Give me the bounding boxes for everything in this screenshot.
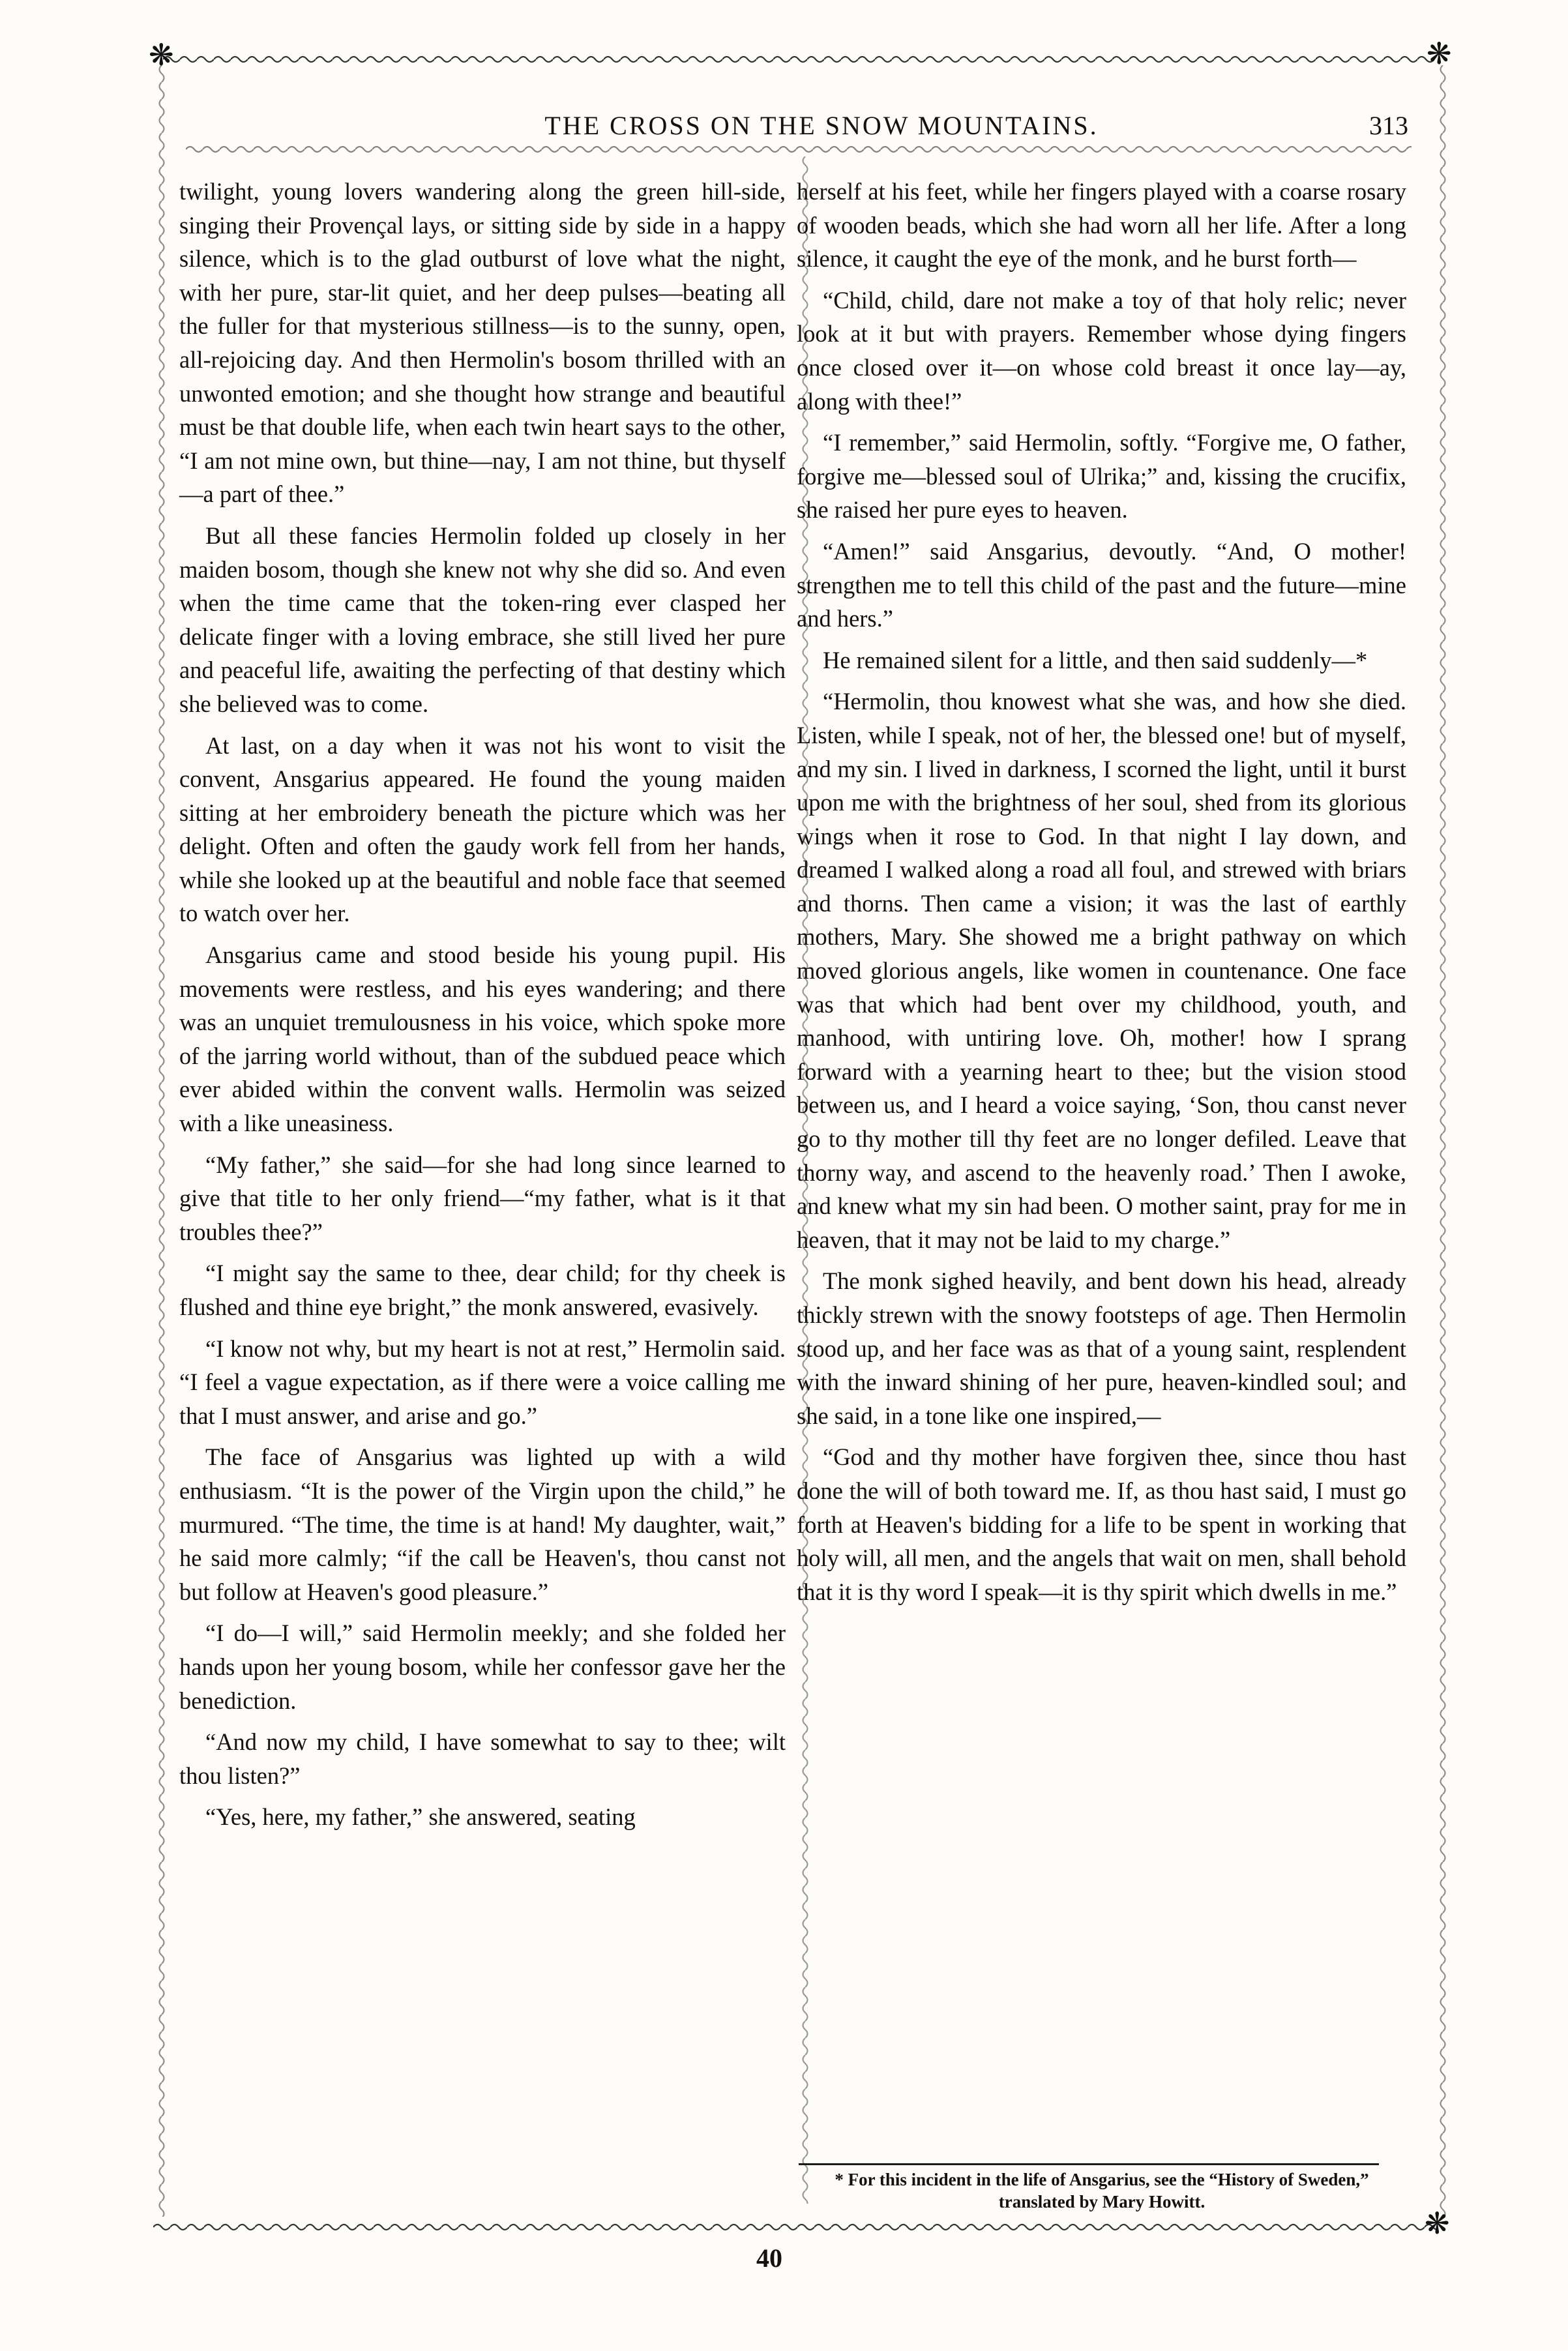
footnote-divider	[799, 2163, 1379, 2165]
paragraph: He remained silent for a little, and then said suddenly—*	[823, 646, 1368, 673]
paragraph: At last, on a day when it was not his wont to visit the convent, Ansgarius appeared. He found the young maiden sitting at her embroidery beneath the picture which was her delight. Often and often the gaudy work fell from her hands, while she looked up at the beautiful and noble face that seemed to watch over her.	[179, 732, 786, 927]
running-title: THE CROSS ON THE SNOW MOUNTAINS.	[544, 111, 1099, 140]
paragraph: The monk sighed heavily, and bent down his head, already thickly strewn with the snowy footsteps of age. Then Hermolin stood up, and her face was as that of a young saint, resplendent with the inward shining of her pure, heaven-kindled soul; and she said, in a tone like one inspired,—	[797, 1267, 1406, 1429]
right-ornamental-border	[1436, 65, 1449, 2217]
footnote: * For this incident in the life of Ansgarius, see the “History of Sweden,” translated by Mary Howitt.	[835, 2170, 1369, 2211]
paragraph: But all these fancies Hermolin folded up closely in her maiden bosom, though she knew not why she did so. And even when the time came that the token-ring ever clasped her delicate finger with a loving embrace, she still lived her pure and peaceful life, awaiting the perfecting of that destiny which she believed was to come.	[179, 522, 786, 717]
paragraph: herself at his feet, while her fingers played with a coarse rosary of wooden beads, which she had worn all her life. After a long silence, it caught the eye of the monk, and he burst forth—	[797, 178, 1406, 273]
paragraph: “Amen!” said Ansgarius, devoutly. “And, O mother! strengthen me to tell this child of the past and the future—mine and hers.”	[797, 537, 1406, 632]
paragraph: “God and thy mother have forgiven thee, since thou hast done the will of both toward me. If, as thou hast said, I must go forth at Heaven's bidding for a life to be spent in working that holy will, all men, and the angels that wait on men, shall behold that it is thy word I speak—it is thy spirit which dwells in me.”	[797, 1443, 1406, 1605]
paragraph: “I do—I will,” said Hermolin meekly; and she folded her hands upon her young bosom, while her confessor gave her the benediction.	[179, 1619, 786, 1714]
paragraph: Ansgarius came and stood beside his young pupil. His movements were restless, and his eyes wandering; and there was an unquiet tremulousness in his voice, which spoke more of the jarring world without, than of the subdued peace which ever abided within the convent walls. Hermolin was seized with a like uneasiness.	[179, 941, 786, 1137]
top-ornamental-rule	[163, 52, 1434, 67]
paragraph: “Yes, here, my father,” she answered, seating	[205, 1803, 636, 1831]
left-ornamental-border	[155, 65, 168, 2217]
paragraph: “And now my child, I have somewhat to say to thee; wilt thou listen?”	[179, 1728, 786, 1789]
page-number: 313	[1369, 111, 1408, 140]
paragraph: “Child, child, dare not make a toy of that holy relic; never look at it but with prayers. Remember whose dying fingers once closed over it—on whose cold breast it once lay—ay, along with thee!”	[797, 286, 1406, 415]
corner-star-icon: ❋	[149, 38, 174, 72]
paragraph: “Hermolin, thou knowest what she was, and how she died. Listen, while I speak, not of her, the blessed one! but of myself, and my sin. I lived in darkness, I scorned the light, until it burst upon me with the brightness of her soul, shed from its glorious wings when it rose to God. In that night I lay down, and dreamed I walked along a road all foul, and strewed with briars and thorns. Then came a vision; it was the last of earthly mothers, Mary. She showed me a bright pathway on which moved glorious angels, like women in countenance. One face was that which had bent over my childhood, youth, and manhood, with untiring love. Oh, mother! how I sprang forward with a yearning heart to thee; but the vision stood between us, and I heard a voice saying, ‘Son, thou canst never go to thy mother till thy feet are no longer defiled. Leave that thorny way, and ascend to the heavenly road.’ Then I awoke, and knew what my sin had been. O mother saint, pray for me in heaven, that it may not be laid to my charge.”	[797, 688, 1406, 1253]
corner-star-icon: ❋	[1427, 37, 1452, 70]
signature-mark: 40	[756, 2243, 782, 2273]
paragraph: “I remember,” said Hermolin, softly. “Forgive me, O father, forgive me—blessed soul of Ulrika;” and, kissing the crucifix, she raised her pure eyes to heaven.	[797, 429, 1406, 524]
corner-star-icon: ❋	[1425, 2207, 1450, 2240]
paragraph: twilight, young lovers wandering along the green hill-side, singing their Provençal lays, or sitting side by side in a happy silence, which is to the glad outburst of love what the night, with her pure, star-lit quiet, and her deep pulses—beating all the fuller for that mysterious stillness—is to the sunny, open, all-rejoicing day. And then Hermolin's bosom thrilled with an unwonted emotion; and she thought how strange and beautiful must be that double life, when each twin heart says to the other, “I am not mine own, but thine—nay, I am not thine, but thyself—a part of thee.”	[179, 178, 786, 508]
right-text-column	[797, 175, 1406, 1616]
paragraph: “My father,” she said—for she had long since learned to give that title to her only friend—“my father, what is it that troubles thee?”	[179, 1151, 786, 1245]
paragraph: “I know not why, but my heart is not at rest,” Hermolin said. “I feel a vague expectation, as if there were a voice calling me that I must answer, and arise and go.”	[179, 1335, 786, 1429]
bottom-ornamental-rule	[153, 2220, 1438, 2234]
paragraph: “I might say the same to thee, dear child; for thy cheek is flushed and thine eye bright,” the monk answered, evasively.	[179, 1260, 786, 1320]
page-header	[196, 110, 1408, 149]
left-text-column	[179, 175, 786, 1842]
paragraph: The face of Ansgarius was lighted up with a wild enthusiasm. “It is the power of the Virgin upon the child,” he murmured. “The time, the time is at hand! My daughter, wait,” he said more calmly; “if the call be Heaven's, thou canst not but follow at Heaven's good pleasure.”	[179, 1443, 786, 1605]
